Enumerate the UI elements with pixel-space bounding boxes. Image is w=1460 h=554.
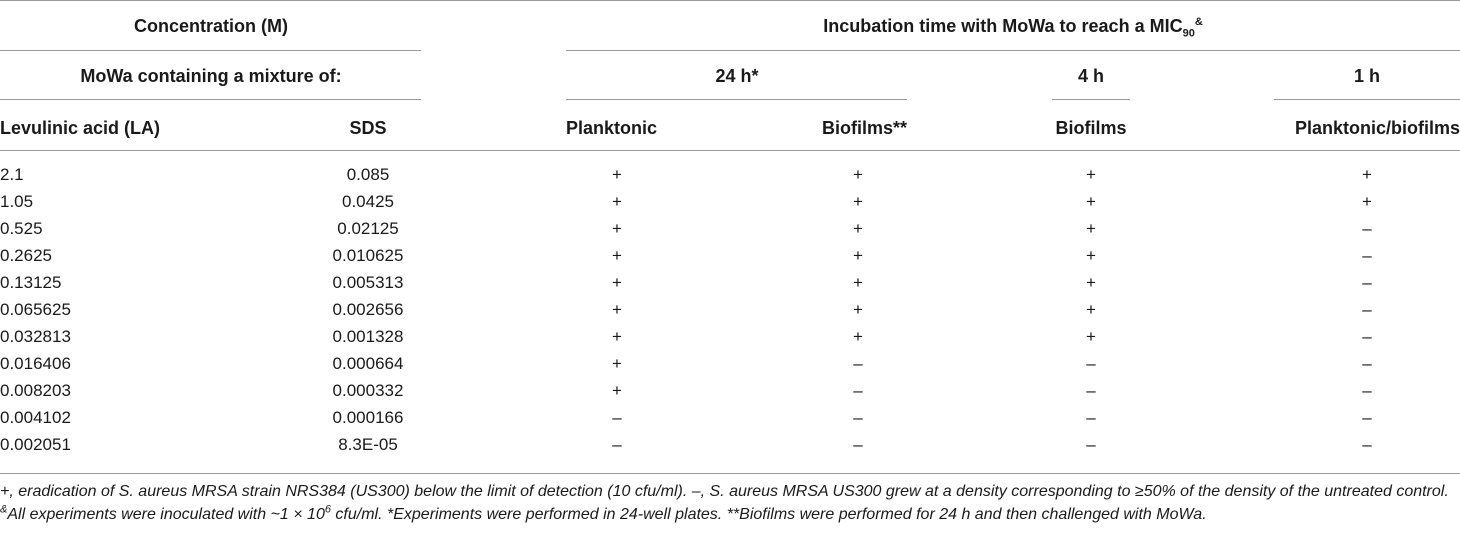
planktonic-24h-cell: + — [612, 219, 622, 238]
biofilms-4h-cell: – — [1086, 435, 1096, 454]
sds-cell: 0.002656 — [332, 300, 404, 319]
la-cell: 1.05 — [0, 192, 34, 211]
footnote-ampersand: & — [0, 503, 8, 516]
planktonic-24h-cell: + — [612, 354, 622, 373]
top-rule — [0, 0, 1460, 1]
sds-cell: 8.3E-05 — [338, 435, 398, 454]
mixture-rule — [0, 99, 421, 100]
rule-1h — [1274, 99, 1460, 100]
table-row — [0, 324, 1460, 351]
la-cell: 0.008203 — [0, 381, 71, 400]
biofilms-24h-cell: + — [853, 300, 863, 319]
biofilms-24h-cell: + — [853, 273, 863, 292]
incubation-header — [823, 16, 1203, 40]
planktonic-24h-cell: + — [612, 192, 622, 211]
sds-cell: 0.000166 — [332, 408, 404, 427]
sds-cell: 0.085 — [346, 165, 390, 184]
table-bottom-rule — [0, 473, 1460, 474]
sds-cell: 0.000664 — [332, 354, 404, 373]
la-cell: 0.016406 — [0, 354, 71, 373]
time-header-4h: 4 h — [1077, 66, 1105, 86]
footnote-part-3: cfu/ml. *Experiments were performed in 24-well plates. **Biofilms were performed for 24 h and then challenged with MoWa. — [330, 506, 1207, 523]
la-cell: 0.525 — [0, 219, 43, 238]
biofilms-24h-cell: – — [853, 381, 863, 400]
la-cell: 0.032813 — [0, 327, 71, 346]
la-cell: 0.13125 — [0, 273, 62, 292]
la-cell: 0.002051 — [0, 435, 71, 454]
mixture-header: MoWa containing a mixture of: — [80, 66, 342, 86]
biofilms-4h-cell: – — [1086, 354, 1096, 373]
planktonic-24h-cell: – — [612, 435, 622, 454]
la-cell: 0.065625 — [0, 300, 71, 319]
biofilms-24h-cell: + — [853, 219, 863, 238]
rule-4h — [1052, 99, 1130, 100]
concentration-rule — [0, 50, 421, 51]
planktonic-biofilms-1h-cell: – — [1362, 381, 1372, 400]
biofilms-24h-cell: + — [853, 165, 863, 184]
footnote-part-1: +, eradication of S. aureus MRSA strain NRS384 (US300) below the limit of detection (10 cfu/ml). –, S. aureus MRSA US300 grew at a density corresponding to ≥50% of the density of the untreated control. — [0, 483, 1449, 500]
biofilms-4h-cell: + — [1086, 246, 1096, 265]
planktonic-24h-cell: + — [612, 165, 622, 184]
biofilms-24h-cell: – — [853, 408, 863, 427]
planktonic-24h-cell: + — [612, 246, 622, 265]
biofilms-24h-cell: – — [853, 354, 863, 373]
incubation-rule — [566, 50, 1460, 51]
planktonic-biofilms-1h-cell: – — [1362, 327, 1372, 346]
table-row — [0, 162, 1460, 189]
table-row — [0, 351, 1460, 378]
table-row — [0, 270, 1460, 297]
planktonic-24h-cell: + — [612, 300, 622, 319]
planktonic-biofilms-1h-cell: – — [1362, 354, 1372, 373]
biofilms-4h-cell: + — [1086, 219, 1096, 238]
planktonic-biofilms-1h-cell: – — [1362, 246, 1372, 265]
biofilms-4h-cell: + — [1086, 273, 1096, 292]
biofilms-4h-cell: + — [1086, 192, 1096, 211]
planktonic-biofilms-1h-cell: – — [1362, 273, 1372, 292]
sds-cell: 0.000332 — [332, 381, 404, 400]
sds-cell: 0.02125 — [337, 219, 399, 238]
la-cell: 0.004102 — [0, 408, 71, 427]
sds-cell: 0.005313 — [332, 273, 404, 292]
planktonic-24h-cell: + — [612, 381, 622, 400]
column-header-biofilms-24h: Biofilms** — [821, 118, 907, 138]
time-header-1h: 1 h — [1353, 66, 1381, 86]
table-row — [0, 432, 1460, 459]
biofilms-24h-cell: + — [853, 327, 863, 346]
time-header-24h: 24 h* — [715, 66, 759, 86]
planktonic-biofilms-1h-cell: – — [1362, 219, 1372, 238]
la-cell: 2.1 — [0, 165, 24, 184]
mic-subscript: 90 — [1182, 27, 1195, 40]
mic-superscript: & — [1194, 16, 1203, 28]
table-row — [0, 297, 1460, 324]
header-bottom-rule — [0, 150, 1460, 151]
column-header-planktonic-biofilms: Planktonic/biofilms — [1294, 118, 1460, 138]
biofilms-24h-cell: + — [853, 192, 863, 211]
planktonic-biofilms-1h-cell: + — [1362, 192, 1372, 211]
la-cell: 0.2625 — [0, 246, 52, 265]
biofilms-4h-cell: – — [1086, 408, 1096, 427]
sds-cell: 0.010625 — [332, 246, 404, 265]
planktonic-24h-cell: + — [612, 273, 622, 292]
planktonic-24h-cell: – — [612, 408, 622, 427]
table-row — [0, 378, 1460, 405]
column-header-planktonic: Planktonic — [566, 118, 658, 138]
sds-cell: 0.001328 — [332, 327, 404, 346]
table-row — [0, 243, 1460, 270]
biofilms-4h-cell: + — [1086, 300, 1096, 319]
biofilms-4h-cell: + — [1086, 165, 1096, 184]
table-row — [0, 189, 1460, 216]
planktonic-biofilms-1h-cell: – — [1362, 435, 1372, 454]
planktonic-24h-cell: + — [612, 327, 622, 346]
incubation-header-text: Incubation time with MoWa to reach a MIC — [823, 16, 1183, 36]
table-footnote — [0, 480, 1460, 526]
biofilms-24h-cell: – — [853, 435, 863, 454]
rule-24h — [566, 99, 907, 100]
planktonic-biofilms-1h-cell: + — [1362, 165, 1372, 184]
planktonic-biofilms-1h-cell: – — [1362, 408, 1372, 427]
table-row — [0, 405, 1460, 432]
biofilms-4h-cell: + — [1086, 327, 1096, 346]
biofilms-24h-cell: + — [853, 246, 863, 265]
footnote-part-2: All experiments were inoculated with ~1 × 10 — [7, 506, 325, 523]
biofilms-4h-cell: – — [1086, 381, 1096, 400]
column-header-biofilms-4h: Biofilms — [1055, 118, 1127, 138]
sds-cell: 0.0425 — [342, 192, 394, 211]
column-header-la: Levulinic acid (LA) — [0, 118, 161, 138]
planktonic-biofilms-1h-cell: – — [1362, 300, 1372, 319]
table-row — [0, 216, 1460, 243]
footnote-exponent: 6 — [324, 503, 331, 516]
column-header-sds: SDS — [349, 118, 387, 138]
concentration-header: Concentration (M) — [134, 16, 288, 36]
